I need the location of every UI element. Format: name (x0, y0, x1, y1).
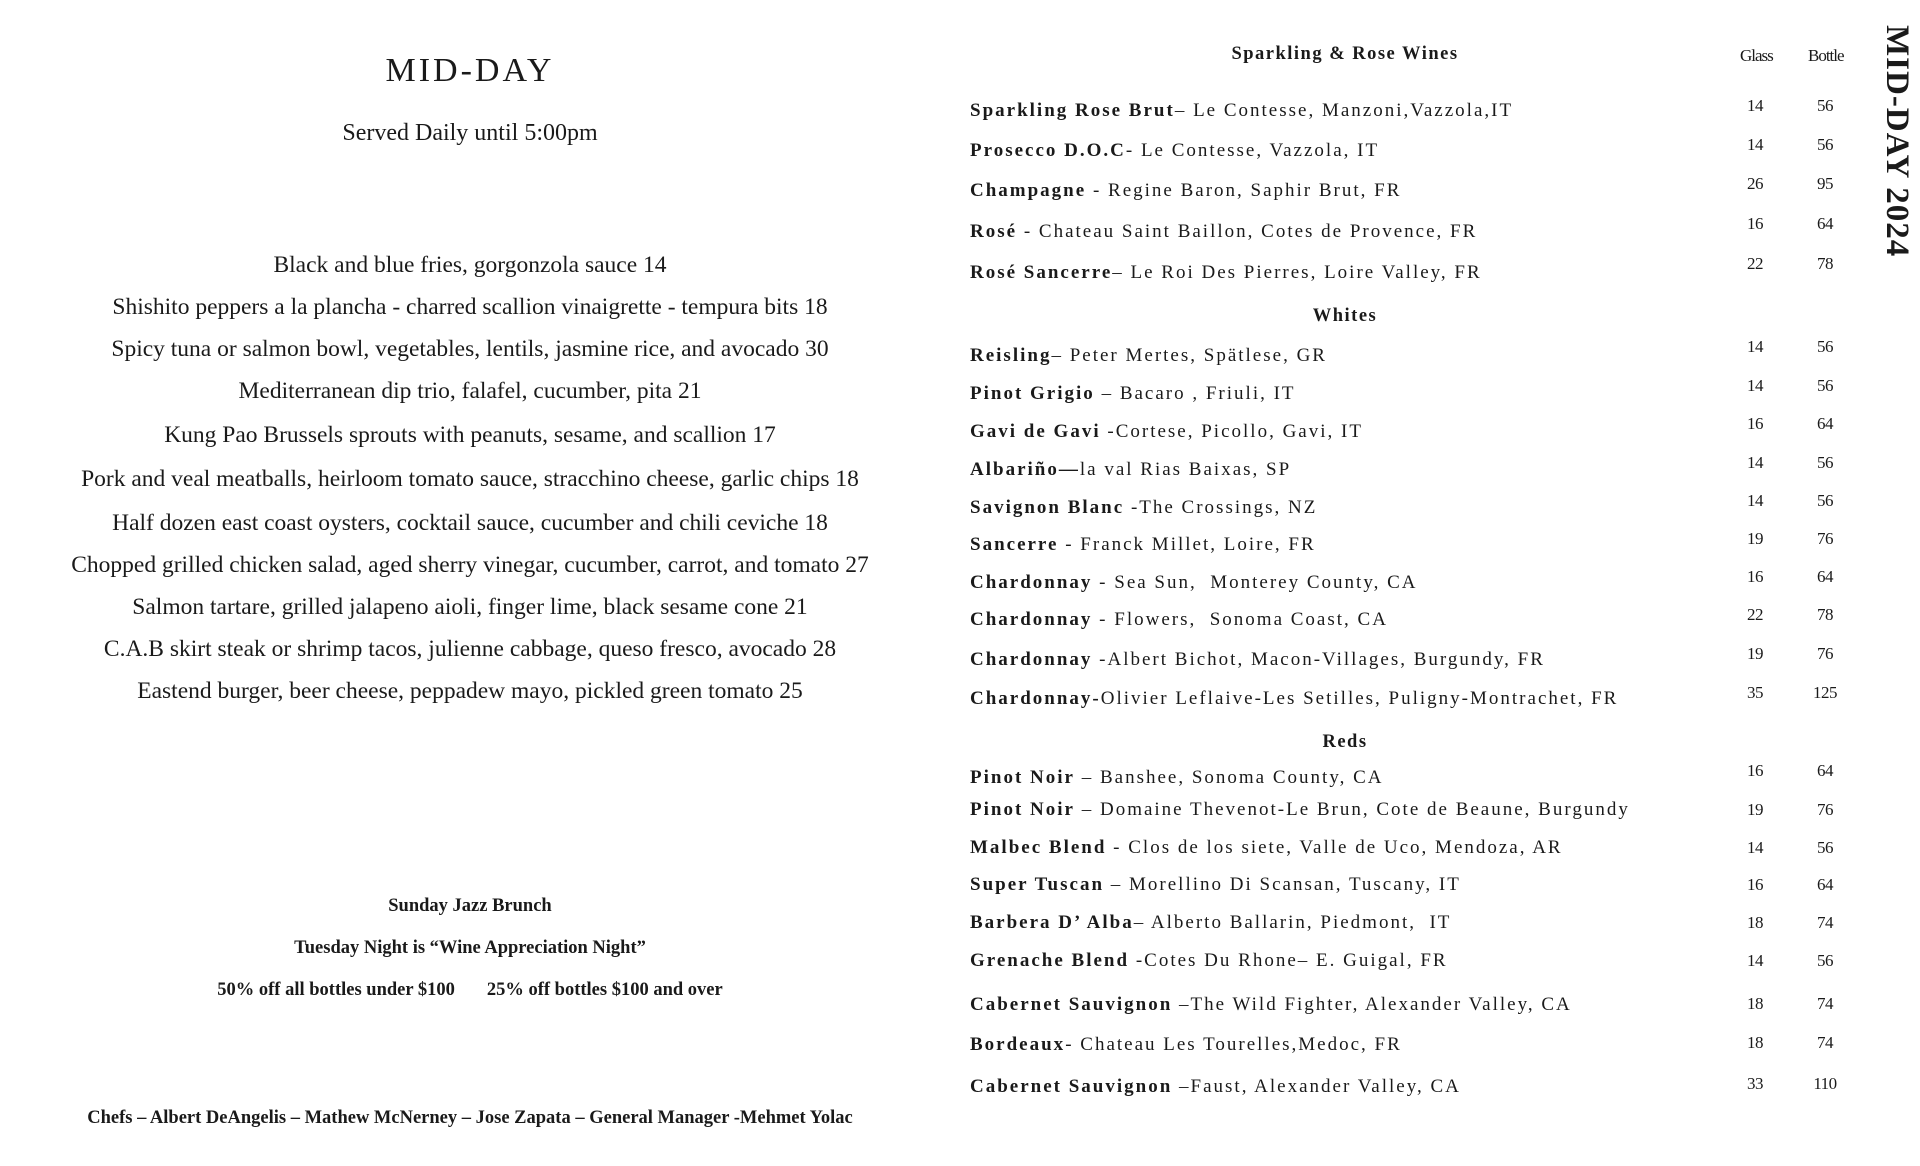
glass-price: 35 (1747, 683, 1763, 702)
staff-credits: Chefs – Albert DeAngelis – Mathew McNerney – Jose Zapata – General Manager -Mehmet Yolac (87, 1108, 853, 1128)
wine-entry (970, 140, 1379, 162)
wine-detail: – Domaine Thevenot-Le Brun, Cote de Beaune, Burgundy (1074, 799, 1630, 820)
wine-detail: -Albert Bichot, Macon-Villages, Burgundy, FR (1092, 649, 1545, 670)
deal-under-100: 50% off all bottles under $100 (217, 980, 455, 1000)
wine-entry (970, 1076, 1461, 1098)
bottle-price: 64 (1817, 567, 1833, 586)
wine-name: Grenache Blend (970, 950, 1130, 971)
wine-name: Pinot Noir (970, 767, 1075, 788)
wine-entry (970, 497, 1317, 519)
menu-item: Spicy tuna or salmon bowl, vegetables, lentils, jasmine rice, and avocado 30 (111, 336, 829, 362)
wine-entry (970, 345, 1327, 367)
menu-subtitle: Served Daily until 5:00pm (342, 120, 598, 146)
glass-price: 14 (1747, 453, 1763, 472)
wine-name: Super Tuscan (970, 874, 1105, 895)
wine-entry (970, 262, 1482, 284)
wine-detail: Olivier Leflaive-Les Setilles, Puligny-Montrachet, FR (1100, 688, 1619, 709)
wine-section-title: Whites (1312, 306, 1378, 326)
glass-price: 14 (1747, 376, 1763, 395)
wine-detail: - Chateau Saint Baillon, Cotes de Provence, FR (1017, 221, 1478, 242)
wine-entry (970, 100, 1513, 122)
wine-name: Chardonnay (970, 649, 1093, 670)
wine-detail: - Flowers, Sonoma Coast, CA (1092, 609, 1388, 630)
wine-detail: – Morellino Di Scansan, Tuscany, IT (1104, 874, 1461, 895)
bottle-price: 56 (1817, 96, 1833, 115)
wine-detail: - Franck Millet, Loire, FR (1058, 534, 1316, 555)
bottle-price: 56 (1817, 453, 1833, 472)
wine-detail: - Regine Baron, Saphir Brut, FR (1086, 180, 1402, 201)
glass-price: 18 (1747, 913, 1763, 932)
wine-entry (970, 221, 1477, 243)
wine-entry (970, 767, 1383, 789)
wine-detail: – Bacaro , Friuli, IT (1094, 383, 1296, 404)
wine-name: Gavi de Gavi (970, 421, 1101, 442)
menu-item: Shishito peppers a la plancha - charred scallion vinaigrette - tempura bits 18 (112, 294, 828, 320)
wine-entry (970, 912, 1451, 934)
glass-price: 22 (1747, 605, 1763, 624)
bottle-price: 78 (1817, 605, 1833, 624)
wine-night-note: Tuesday Night is “Wine Appreciation Night” (294, 938, 646, 958)
menu-item: Chopped grilled chicken salad, aged sherry vinegar, cucumber, carrot, and tomato 27 (71, 552, 869, 578)
glass-price: 16 (1747, 567, 1763, 586)
glass-price: 19 (1747, 644, 1763, 663)
wine-detail: – Le Roi Des Pierres, Loire Valley, FR (1112, 262, 1482, 283)
bottle-price: 56 (1817, 491, 1833, 510)
bottle-price: 64 (1817, 875, 1833, 894)
wine-entry (970, 180, 1401, 202)
wine-entry (970, 837, 1563, 859)
wine-entry (970, 459, 1291, 481)
bottle-price: 125 (1813, 683, 1837, 702)
wine-entry (970, 534, 1316, 556)
wine-entry (970, 994, 1572, 1016)
wine-name: Albariño— (970, 459, 1080, 480)
bottle-price: 56 (1817, 376, 1833, 395)
glass-price: 18 (1747, 1033, 1763, 1052)
menu-item: Half dozen east coast oysters, cocktail sauce, cucumber and chili ceviche 18 (112, 510, 828, 536)
menu-item: C.A.B skirt steak or shrimp tacos, julienne cabbage, queso fresco, avocado 28 (103, 636, 837, 662)
wine-detail: - Chateau Les Tourelles,Medoc, FR (1065, 1034, 1402, 1055)
wine-name: Sparkling Rose Brut (970, 100, 1175, 121)
wine-name: Bordeaux (970, 1034, 1066, 1055)
wine-detail: la val Rias Baixas, SP (1079, 459, 1292, 480)
wine-entry (970, 874, 1461, 896)
glass-price: 14 (1747, 96, 1763, 115)
wine-name: Rosé Sancerre (970, 262, 1113, 283)
wine-detail: – Le Contesse, Manzoni,Vazzola,IT (1174, 100, 1514, 121)
wine-name: Malbec Blend (970, 837, 1107, 858)
deal-over-100: 25% off bottles $100 and over (486, 980, 723, 1000)
wine-detail: - Le Contesse, Vazzola, IT (1125, 140, 1380, 161)
glass-price: 14 (1747, 135, 1763, 154)
wine-entry (970, 688, 1618, 710)
wine-name: Cabernet Sauvignon (970, 1076, 1173, 1097)
bottle-price: 78 (1817, 254, 1833, 273)
glass-price: 19 (1747, 529, 1763, 548)
sunday-brunch-note: Sunday Jazz Brunch (388, 896, 552, 916)
wine-detail: –The Wild Fighter, Alexander Valley, CA (1172, 994, 1572, 1015)
wine-name: Prosecco D.O.C (970, 140, 1126, 161)
bottle-price: 95 (1817, 174, 1833, 193)
wine-entry (970, 609, 1388, 631)
wine-name: Champagne (970, 180, 1087, 201)
wine-entry (970, 421, 1363, 443)
wine-detail: – Alberto Ballarin, Piedmont, IT (1133, 912, 1452, 933)
bottle-price: 76 (1817, 800, 1833, 819)
menu-title: MID-DAY (385, 52, 555, 89)
glass-price: 14 (1747, 838, 1763, 857)
wine-name: Reisling (970, 345, 1052, 366)
wine-name: Sancerre (970, 534, 1059, 555)
menu-item: Kung Pao Brussels sprouts with peanuts, sesame, and scallion 17 (164, 422, 776, 448)
glass-price: 19 (1747, 800, 1763, 819)
wine-entry (970, 383, 1296, 405)
wine-section-title: Reds (1322, 732, 1368, 752)
glass-price: 16 (1747, 214, 1763, 233)
glass-price: 26 (1747, 174, 1763, 193)
wine-entry (970, 572, 1417, 594)
bottle-price: 64 (1817, 414, 1833, 433)
glass-price: 16 (1747, 875, 1763, 894)
bottle-price: 56 (1817, 951, 1833, 970)
wine-name: Pinot Noir (970, 799, 1075, 820)
wine-entry (970, 1034, 1402, 1056)
glass-price: 14 (1747, 337, 1763, 356)
bottle-price: 56 (1817, 337, 1833, 356)
bottle-price: 74 (1817, 1033, 1833, 1052)
wine-detail: – Peter Mertes, Spätlese, GR (1051, 345, 1327, 366)
wine-detail: –Faust, Alexander Valley, CA (1172, 1076, 1461, 1097)
bottle-price: 76 (1817, 529, 1833, 548)
glass-price: 22 (1747, 254, 1763, 273)
bottle-price: 64 (1817, 214, 1833, 233)
side-title: MID-DAY 2024 (1879, 25, 1915, 258)
bottle-price: 56 (1817, 838, 1833, 857)
wine-name: Rosé (970, 221, 1018, 242)
wine-detail: - Sea Sun, Monterey County, CA (1092, 572, 1418, 593)
menu-item: Black and blue fries, gorgonzola sauce 14 (273, 252, 667, 278)
menu-item: Pork and veal meatballs, heirloom tomato sauce, stracchino cheese, garlic chips 18 (81, 466, 859, 492)
wine-name: Chardonnay- (970, 688, 1101, 709)
bottle-price: 74 (1817, 913, 1833, 932)
glass-price: 16 (1747, 414, 1763, 433)
wine-name: Chardonnay (970, 572, 1093, 593)
glass-price: 33 (1747, 1074, 1763, 1093)
wine-name: Chardonnay (970, 609, 1093, 630)
wine-name: Barbera D’ Alba (970, 912, 1134, 933)
bottle-price: 110 (1813, 1074, 1837, 1093)
bottle-price: 76 (1817, 644, 1833, 663)
glass-price: 18 (1747, 994, 1763, 1013)
glass-price: 14 (1747, 951, 1763, 970)
wine-name: Savignon Blanc (970, 497, 1125, 518)
glass-price: 14 (1747, 491, 1763, 510)
bottle-price: 74 (1817, 994, 1833, 1013)
wine-name: Cabernet Sauvignon (970, 994, 1173, 1015)
wine-detail: -The Crossings, NZ (1124, 497, 1318, 518)
menu-item: Salmon tartare, grilled jalapeno aioli, finger lime, black sesame cone 21 (132, 594, 808, 620)
menu-item: Mediterranean dip trio, falafel, cucumber, pita 21 (238, 378, 702, 404)
menu-item: Eastend burger, beer cheese, peppadew mayo, pickled green tomato 25 (137, 678, 803, 704)
bottle-column-header: Bottle (1808, 46, 1844, 65)
wine-detail: - Clos de los siete, Valle de Uco, Mendoza, AR (1106, 837, 1563, 858)
wine-detail: -Cortese, Picollo, Gavi, IT (1100, 421, 1363, 442)
wine-entry (970, 950, 1448, 972)
wine-name: Pinot Grigio (970, 383, 1095, 404)
wine-entry (970, 799, 1630, 821)
glass-price: 16 (1747, 761, 1763, 780)
wine-detail: -Cotes Du Rhone– E. Guigal, FR (1129, 950, 1448, 971)
bottle-price: 56 (1817, 135, 1833, 154)
wine-detail: – Banshee, Sonoma County, CA (1074, 767, 1384, 788)
wine-section-title: Sparkling & Rose Wines (1231, 44, 1459, 64)
bottle-price: 64 (1817, 761, 1833, 780)
wine-entry (970, 649, 1545, 671)
glass-column-header: Glass (1740, 46, 1773, 65)
